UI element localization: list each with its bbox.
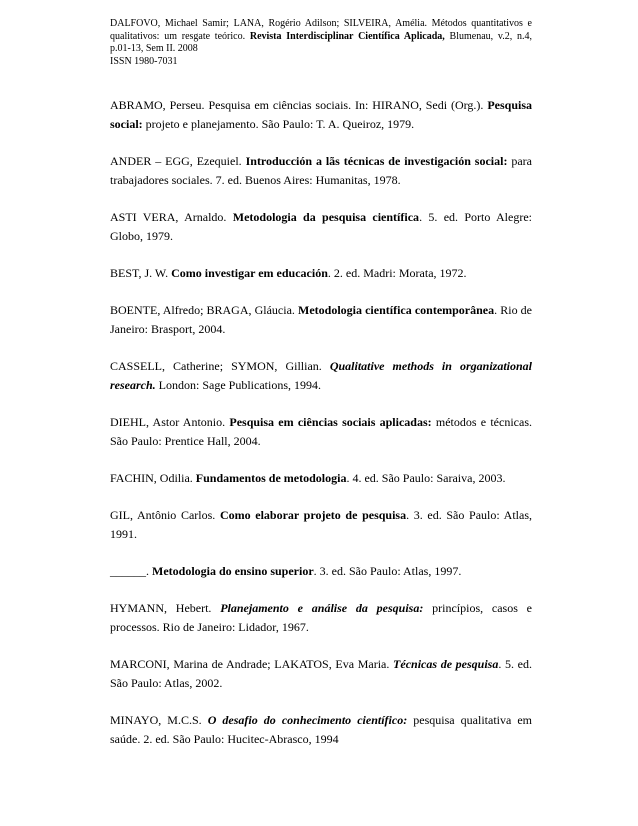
document-page: [110, 0, 532, 767]
reference-authors: BOENTE, Alfredo; BRAGA, Gláucia.: [110, 303, 295, 317]
reference-item: [110, 469, 532, 488]
reference-authors: HYMANN, Hebert.: [110, 601, 212, 615]
reference-title: Fundamentos de metodologia: [195, 471, 347, 485]
reference-title: Introducción a lãs técnicas de investigación social:: [245, 154, 508, 168]
reference-details: . 5. ed. São Paulo: Atlas, 2002.: [110, 657, 533, 690]
reference-details: para trabajadores sociales. 7. ed. Buenos Aires: Humanitas, 1978.: [110, 154, 533, 187]
reference-item: [110, 301, 532, 339]
reference-details: . Rio de Janeiro: Brasport, 2004.: [110, 303, 532, 336]
reference-title: Como elaborar projeto de pesquisa: [219, 508, 407, 522]
reference-item: [110, 562, 532, 581]
reference-title: Qualitative methods in organizational research.: [110, 359, 533, 392]
reference-item: [110, 711, 532, 749]
header-citation: DALFOVO, Michael Samir; LANA, Rogério Adilson; SILVEIRA, Amélia. Métodos quantitativos e qualitativos: um resgate teórico.: [110, 18, 532, 42]
reference-title: Planejamento e análise da pesquisa:: [220, 601, 424, 615]
reference-authors: DIEHL, Astor Antonio.: [110, 415, 226, 429]
reference-title: O desafio do conhecimento científico:: [207, 713, 408, 727]
reference-details: pesquisa qualitativa em saúde. 2. ed. São Paulo: Hucitec-Abrasco, 1994: [110, 713, 533, 746]
header-citation-details: Blumenau, v.2, n.4, p.01-13, Sem II. 2008: [110, 30, 533, 54]
reference-details: . 4. ed. São Paulo: Saraiva, 2003.: [346, 471, 506, 485]
header-journal: Revista Interdisciplinar Científica Aplicada,: [249, 30, 445, 42]
reference-details: London: Sage Publications, 1994.: [158, 378, 321, 392]
running-header: [110, 18, 532, 68]
reference-item: [110, 264, 532, 283]
reference-title: Metodologia do ensino superior: [152, 564, 314, 578]
reference-authors: MARCONI, Marina de Andrade; LAKATOS, Eva Maria.: [110, 657, 390, 671]
reference-item: [110, 152, 532, 190]
reference-item: [110, 208, 532, 246]
reference-title: Como investigar em educación: [171, 266, 328, 280]
reference-authors: ANDER – EGG, Ezequiel.: [110, 154, 242, 168]
reference-item: [110, 655, 532, 693]
reference-details: projeto e planejamento. São Paulo: T. A. Queiroz, 1979.: [145, 117, 415, 131]
reference-authors: FACHIN, Odilia.: [110, 471, 193, 485]
reference-title: Metodologia da pesquisa científica: [232, 210, 420, 224]
reference-title: Técnicas de pesquisa: [393, 657, 499, 671]
reference-item: [110, 599, 532, 637]
reference-details: métodos e técnicas. São Paulo: Prentice Hall, 2004.: [110, 415, 532, 448]
reference-list: [110, 96, 532, 749]
reference-authors: MINAYO, M.C.S.: [110, 713, 202, 727]
reference-item: [110, 506, 532, 544]
reference-title: Pesquisa em ciências sociais aplicadas:: [229, 415, 432, 429]
reference-authors: ABRAMO, Perseu. Pesquisa em ciências sociais. In: HIRANO, Sedi (Org.).: [110, 98, 484, 112]
reference-item: [110, 413, 532, 451]
reference-details: princípios, casos e processos. Rio de Janeiro: Lidador, 1967.: [110, 601, 532, 634]
reference-title: Pesquisa social:: [110, 98, 532, 131]
reference-item: [110, 96, 532, 134]
reference-details: . 3. ed. São Paulo: Atlas, 1997.: [313, 564, 462, 578]
reference-title: Metodologia científica contemporânea: [298, 303, 495, 317]
reference-authors: GIL, Antônio Carlos.: [110, 508, 216, 522]
reference-details: . 5. ed. Porto Alegre: Globo, 1979.: [110, 210, 533, 243]
reference-details: . 3. ed. São Paulo: Atlas, 1991.: [110, 508, 533, 541]
reference-authors: CASSELL, Catherine; SYMON, Gillian.: [110, 359, 322, 373]
reference-authors: ASTI VERA, Arnaldo.: [110, 210, 227, 224]
reference-item: [110, 357, 532, 395]
reference-authors: ______.: [110, 564, 149, 578]
header-issn: ISSN 1980-7031: [110, 55, 178, 67]
reference-authors: BEST, J. W.: [110, 266, 169, 280]
reference-details: . 2. ed. Madri: Morata, 1972.: [327, 266, 467, 280]
